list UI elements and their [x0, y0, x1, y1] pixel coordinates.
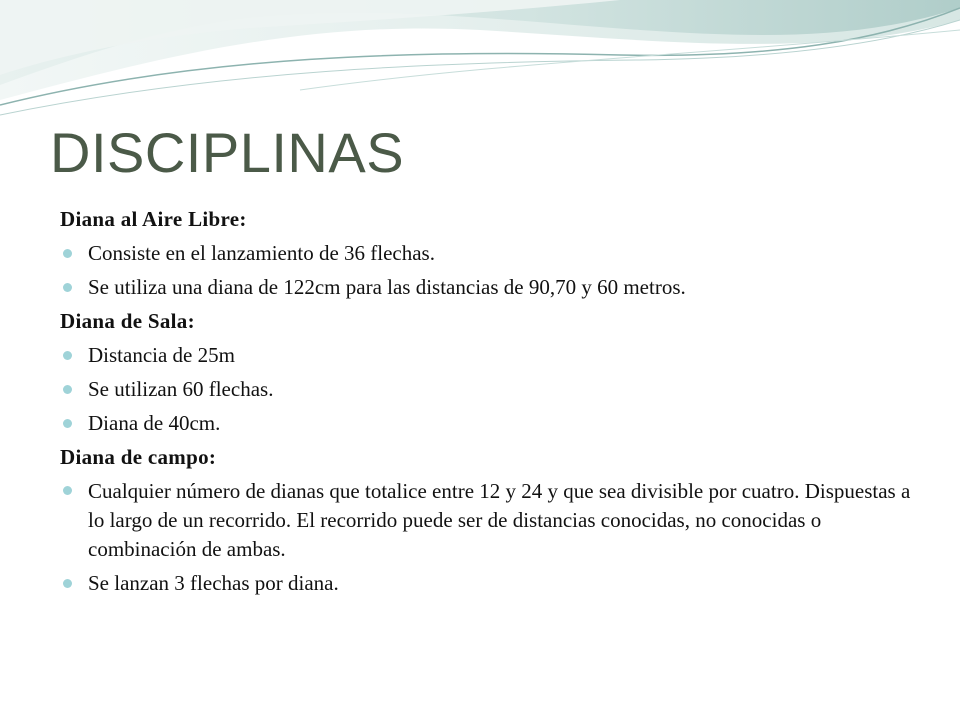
section-heading-aire-libre: Diana al Aire Libre:	[60, 207, 247, 231]
bullet-list-aire-libre	[60, 236, 920, 304]
slide-content	[60, 202, 920, 600]
list-item: Distancia de 25m	[60, 338, 920, 372]
section-heading-sala: Diana de Sala:	[60, 309, 195, 333]
decorative-wave-banner	[0, 0, 960, 130]
list-item: Se lanzan 3 flechas por diana.	[60, 566, 920, 600]
list-item: Diana de 40cm.	[60, 406, 920, 440]
list-item: Se utiliza una diana de 122cm para las distancias de 90,70 y 60 metros.	[60, 270, 920, 304]
bullet-list-campo	[60, 474, 920, 600]
bullet-icon	[63, 419, 72, 428]
bullet-icon	[63, 283, 72, 292]
bullet-icon	[63, 385, 72, 394]
list-item: Se utilizan 60 flechas.	[60, 372, 920, 406]
slide-title: DISCIPLINAS	[50, 121, 405, 184]
bullet-icon	[63, 249, 72, 258]
section-heading-campo: Diana de campo:	[60, 445, 217, 469]
bullet-icon	[63, 351, 72, 360]
bullet-list-sala	[60, 338, 920, 440]
list-item: Cualquier número de dianas que totalice entre 12 y 24 y que sea divisible por cuatro. Dispuestas a lo largo de un recorrido. El recorrido puede ser de distancias conocidas, no conocidas o combinación de ambas.	[60, 474, 920, 566]
list-item: Consiste en el lanzamiento de 36 flechas.	[60, 236, 920, 270]
bullet-icon	[63, 486, 72, 495]
bullet-icon	[63, 579, 72, 588]
